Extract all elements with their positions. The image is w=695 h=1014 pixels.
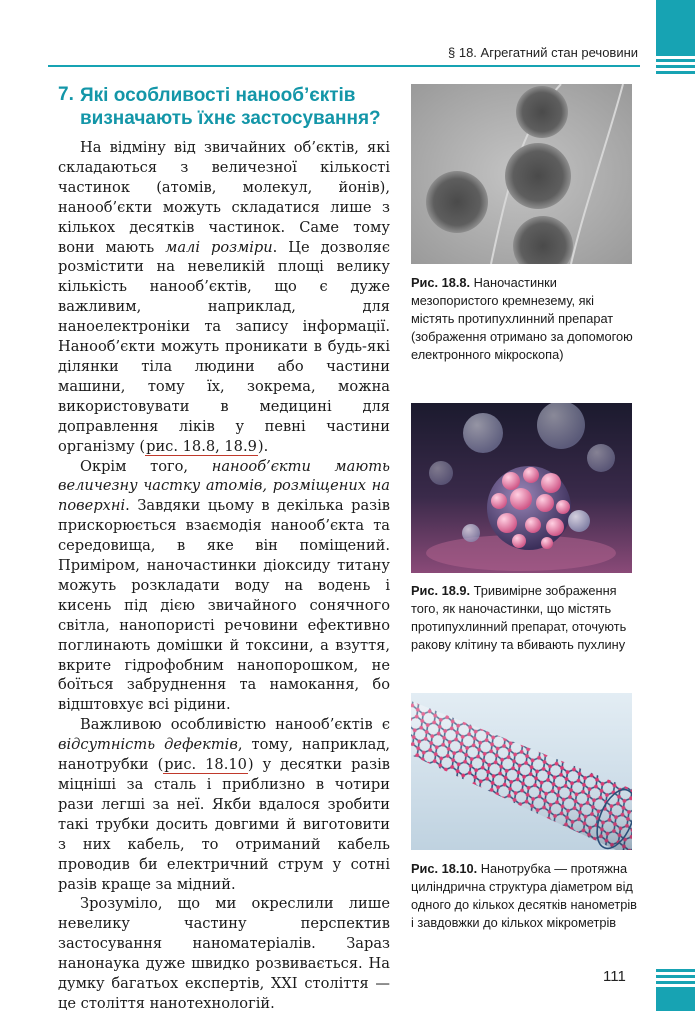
- figure-18-9-caption: Рис. 18.9. Тривимірне зображення того, як наночастинки, що містять протипухлинний препарат, оточують ракову клітину та вбивають пухлину: [411, 583, 627, 652]
- paragraph: На відміну від звичайних об’єктів, які складаються з величезної кількості частинок (атомів, молекул, йонів), нанооб’єкти можуть складатися лише з кількох десятків частинок. Саме тому вони мають малі розміри. Це дозволяє розмістити на невеликій площі велику кількість нанооб’єктів, що є дуже важливим, наприклад, для наноелектроніки та запису інформації. Нанооб’єкти можуть проникати в будь-які ділянки тіла людини або частини машини, тому їх, зокрема, можна використовувати в медицині для доправлення ліків у певні частини організму (рис. 18.8, 18.9).: [58, 139, 390, 455]
- footer-tab-strip: [656, 981, 695, 984]
- footer-tab-strip: [656, 987, 695, 1011]
- header-tab-strip: [656, 71, 695, 74]
- figure-18-9-image: [411, 403, 632, 573]
- paragraph: Окрім того, нанооб’єкти мають величезну частку атомів, розміщених на поверхні. Завдяки цьому в декілька разів прискорюється взаємодія нанооб’єкта та середовища, в яке він поміщений. Приміром, наночастинки діоксиду титану можуть розкладати воду на водень і кисень під дією звичайного сонячного світла, нанопористі речовини ефективно поглинають домішки й токсини, а взуття, вкрите гідрофобним нанопорошком, не боїться забруднення та намокання, бо відштовхує всі рідини.: [58, 457, 390, 714]
- paragraph: Зрозуміло, що ми окреслили лише невелику частину перспектив застосування наноматеріалів. Зараз нанонаука дуже швидко розвивається. На думку багатьох експертів, XXI століття — це століття нанотехнологій.: [58, 895, 390, 1012]
- footer-tab-strip: [656, 975, 695, 978]
- paragraph: Важливою особливістю нанооб’єктів є відсутність дефектів, тому, наприклад, нанотрубки (рис. 18.10) у десятки разів міцніші за сталь і приблизно в чотири рази легші за неї. Якби вдалося зробити такі трубки досить довгими й виготовити з них кабель, то отриманий кабель проводив би електричний струм у сотні разів краще за мідний.: [58, 716, 390, 893]
- question-number: 7.: [58, 84, 74, 105]
- figure-18-10-caption: Рис. 18.10. Нанотрубка — протяжна циліндрична структура діаметром від одного до кількох десятків нанометрів і завдовжки до кількох мікрометрів: [411, 861, 637, 930]
- running-header: § 18. Агрегатний стан речовини: [448, 45, 639, 60]
- question-title: Які особливості нанооб’єктів визначають їхнє застосування?: [80, 85, 381, 129]
- figure-18-10-image: [411, 693, 632, 850]
- header-tab-strip: [656, 59, 695, 62]
- main-text: [58, 138, 390, 1014]
- figure-18-8-caption: Рис. 18.8. Наночастинки мезопористого кремнезему, які містять протипухлинний препарат (зображення отримано за допомогою електронного мікроскопа): [411, 275, 633, 362]
- figure-reference-link[interactable]: рис. 18.8, 18.9: [146, 437, 257, 455]
- figure-18-8-image: [411, 84, 632, 264]
- footer-tab-strip: [656, 969, 695, 972]
- figure-reference-link[interactable]: рис. 18.10: [164, 756, 247, 774]
- header-tab-strip: [656, 0, 695, 56]
- page-number: 111: [603, 968, 626, 985]
- header-tab-strip: [656, 65, 695, 68]
- header-rule: [48, 65, 640, 67]
